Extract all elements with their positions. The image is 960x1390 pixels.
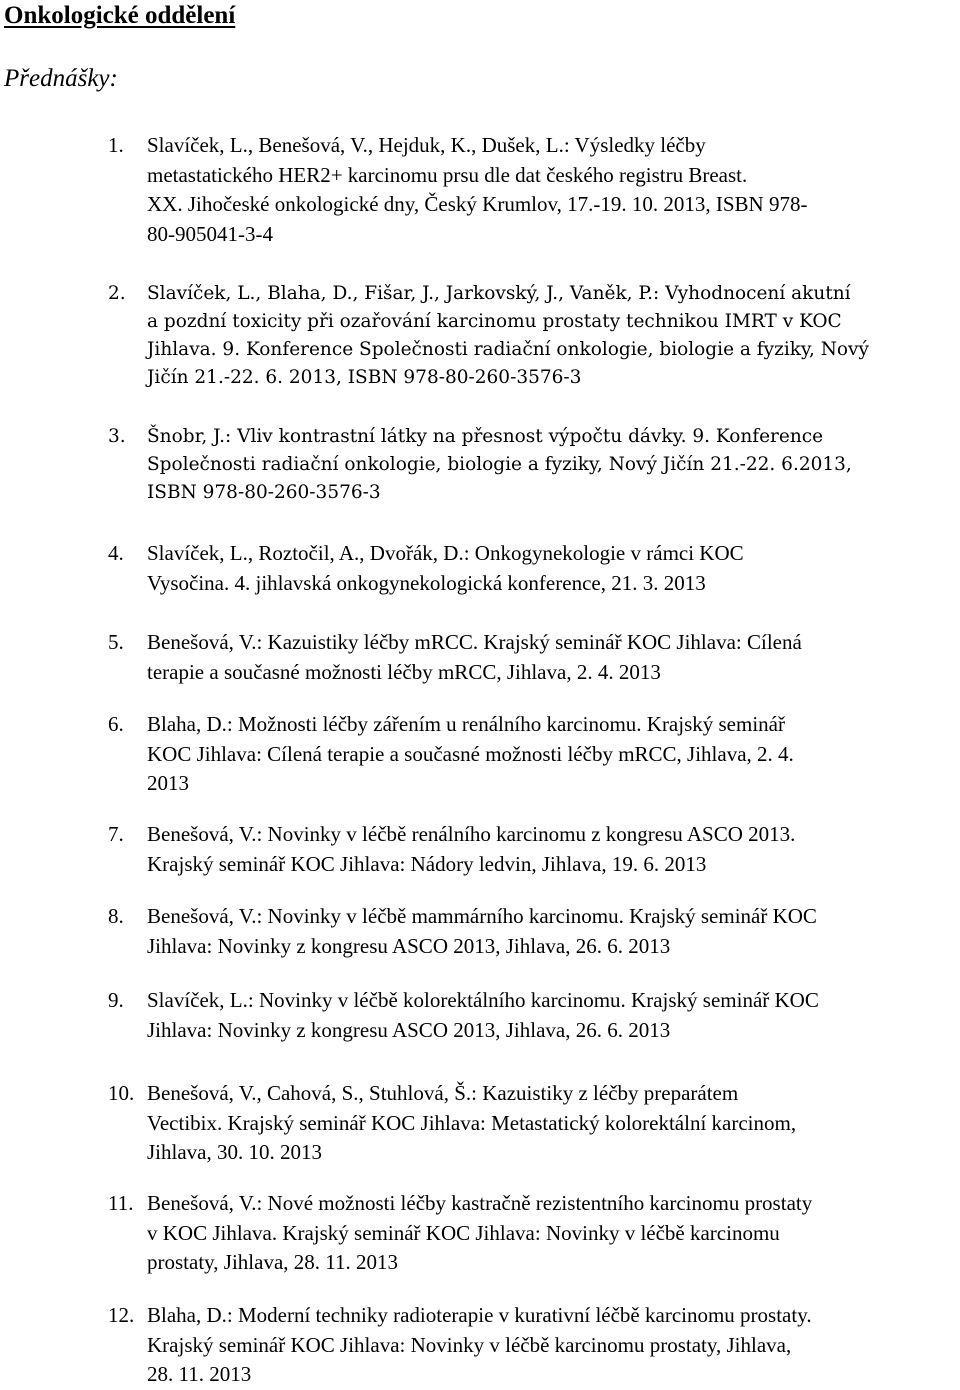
lecture-line: Blaha, D.: Moderní techniky radioterapie v kurativní léčbě karcinomu prostaty. — [147, 1303, 812, 1327]
lecture-line: Benešová, V.: Novinky v léčbě mammárního karcinomu. Krajský seminář KOC — [147, 904, 817, 928]
lecture-item — [108, 423, 948, 507]
lecture-line: terapie a současné možnosti léčby mRCC, Jihlava, 2. 4. 2013 — [147, 659, 661, 684]
lecture-text — [147, 539, 948, 598]
lecture-line: metastatického HER2+ karcinomu prsu dle dat českého registru Breast. — [147, 162, 748, 187]
lecture-number: 4. — [108, 541, 124, 565]
lecture-line: Slavíček, L., Benešová, V., Hejduk, K., Dušek, L.: Výsledky léčby — [147, 133, 706, 157]
lecture-text — [147, 131, 948, 249]
lecture-number: 2. — [108, 283, 126, 304]
lecture-line: a pozdní toxicity při ozařování karcinomu prostaty technikou IMRT v KOC — [147, 311, 842, 332]
lecture-line: XX. Jihočeské onkologické dny, Český Krumlov, 17.-19. 10. 2013, ISBN 978- — [147, 192, 808, 216]
lecture-item — [108, 710, 948, 799]
lecture-number: 1. — [108, 133, 124, 157]
lecture-line: Slavíček, L., Roztočil, A., Dvořák, D.: Onkogynekologie v rámci KOC — [147, 541, 744, 565]
lecture-line: Jihlava: Novinky z kongresu ASCO 2013, Jihlava, 26. 6. 2013 — [147, 1017, 671, 1042]
lecture-line: Slavíček, L., Blaha, D., Fišar, J., Jarkovský, J., Vaněk, P.: Vyhodnocení akutní — [147, 283, 851, 304]
lecture-item — [108, 628, 948, 687]
lecture-item — [108, 902, 948, 961]
lecture-text — [147, 1189, 948, 1278]
lecture-line: ISBN 978-80-260-3576-3 — [147, 482, 381, 503]
lecture-line: Blaha, D.: Možnosti léčby zářením u renálního karcinomu. Krajský seminář — [147, 712, 785, 736]
lecture-text — [147, 902, 948, 961]
lecture-line: Jihlava. 9. Konference Společnosti radiační onkologie, biologie a fyziky, Nový — [147, 339, 869, 360]
lecture-text — [147, 710, 948, 799]
lecture-line: Benešová, V., Cahová, S., Stuhlová, Š.: Kazuistiky z léčby preparátem — [147, 1081, 739, 1105]
lecture-line: Krajský seminář KOC Jihlava: Nádory ledvin, Jihlava, 19. 6. 2013 — [147, 851, 707, 876]
lecture-number: 12. — [108, 1303, 135, 1327]
lecture-line: Vysočina. 4. jihlavská onkogynekologická konference, 21. 3. 2013 — [147, 570, 706, 595]
lecture-number: 3. — [108, 426, 126, 447]
lecture-number: 7. — [108, 822, 124, 846]
lecture-number: 8. — [108, 904, 124, 928]
lecture-text — [147, 628, 948, 687]
lecture-number: 10. — [108, 1081, 135, 1105]
lecture-item — [108, 1079, 948, 1168]
lecture-number: 5. — [108, 630, 124, 654]
lecture-number: 11. — [108, 1191, 134, 1215]
lecture-item — [108, 131, 948, 249]
lecture-line: 28. 11. 2013 — [147, 1362, 252, 1386]
lecture-line: KOC Jihlava: Cílená terapie a současné možnosti léčby mRCC, Jihlava, 2. 4. — [147, 741, 794, 766]
lecture-line: Šnobr, J.: Vliv kontrastní látky na přesnost výpočtu dávky. 9. Konference — [147, 426, 824, 447]
lecture-line: Společnosti radiační onkologie, biologie a fyziky, Nový Jičín 21.-22. 6.2013, — [147, 454, 852, 475]
lecture-line: prostaty, Jihlava, 28. 11. 2013 — [147, 1250, 398, 1274]
lecture-line: Benešová, V.: Novinky v léčbě renálního karcinomu z kongresu ASCO 2013. — [147, 822, 796, 846]
lecture-item — [108, 1189, 948, 1278]
section-heading: Přednášky: — [4, 65, 118, 92]
lecture-text — [147, 280, 948, 392]
lecture-text — [147, 1079, 948, 1168]
lecture-item — [108, 539, 948, 598]
page-title: Onkologické oddělení — [4, 2, 236, 29]
lecture-item — [108, 986, 948, 1045]
lecture-line: Krajský seminář KOC Jihlava: Novinky v léčbě karcinomu prostaty, Jihlava, — [147, 1332, 792, 1357]
lecture-line: 80-905041-3-4 — [147, 221, 273, 246]
lecture-item — [108, 820, 948, 879]
lecture-line: v KOC Jihlava. Krajský seminář KOC Jihlava: Novinky v léčbě karcinomu — [147, 1220, 780, 1245]
lecture-line: Jihlava, 30. 10. 2013 — [147, 1140, 322, 1164]
lecture-text — [147, 820, 948, 879]
lecture-line: Benešová, V.: Nové možnosti léčby kastračně rezistentního karcinomu prostaty — [147, 1191, 813, 1215]
lecture-line: Benešová, V.: Kazuistiky léčby mRCC. Krajský seminář KOC Jihlava: Cílená — [147, 630, 802, 654]
lecture-item — [108, 280, 948, 392]
lecture-text — [147, 423, 948, 507]
lecture-line: Jičín 21.-22. 6. 2013, ISBN 978-80-260-3576-3 — [147, 367, 582, 388]
lecture-line: 2013 — [147, 771, 189, 795]
lecture-line: Jihlava: Novinky z kongresu ASCO 2013, Jihlava, 26. 6. 2013 — [147, 933, 671, 958]
lecture-number: 9. — [108, 988, 124, 1012]
lecture-text — [147, 986, 948, 1045]
lecture-line: Slavíček, L.: Novinky v léčbě kolorektálního karcinomu. Krajský seminář KOC — [147, 988, 819, 1012]
lecture-number: 6. — [108, 712, 124, 736]
lecture-item — [108, 1301, 948, 1390]
lecture-text — [147, 1301, 948, 1390]
lecture-line: Vectibix. Krajský seminář KOC Jihlava: Metastatický kolorektální karcinom, — [147, 1110, 797, 1135]
